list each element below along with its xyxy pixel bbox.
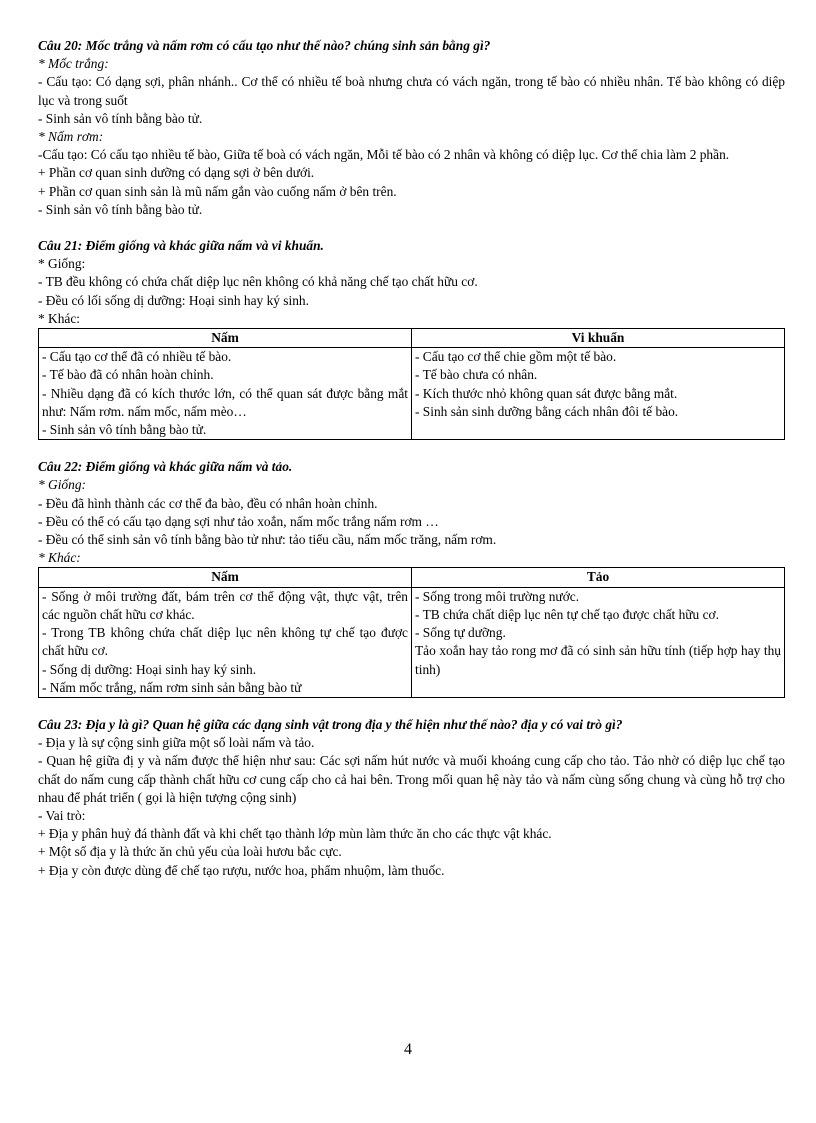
cell-line: - TB chứa chất diệp lục nên tự chế tạo được chất hữu cơ. bbox=[415, 606, 719, 622]
table-header: Tảo bbox=[412, 568, 785, 587]
q20-rom-line: + Phần cơ quan sinh sản là mũ nấm gắn vào cuống nấm ở bên trên. bbox=[38, 183, 397, 199]
q21-khac-heading: * Khác: bbox=[38, 310, 81, 326]
q20-rom-heading: * Nấm rơm: bbox=[38, 129, 104, 145]
table-cell-nam bbox=[39, 587, 412, 697]
q22-comparison-table bbox=[38, 567, 785, 697]
cell-line: - Cấu tạo cơ thể đã có nhiều tế bào. bbox=[42, 349, 232, 365]
table-header: Nấm bbox=[39, 568, 412, 587]
cell-line: - Sinh sản sinh dưỡng bằng cách nhân đôi tế bào. bbox=[415, 403, 679, 419]
q22-giong-heading: * Giống: bbox=[38, 477, 86, 493]
q20-rom-line: - Sinh sản vô tính bằng bào tử. bbox=[38, 201, 203, 217]
q21-giong-line: - Đều có lối sống dị dưỡng: Hoại sinh hay ký sinh. bbox=[38, 292, 309, 308]
table-cell-vi-khuan bbox=[412, 348, 785, 440]
q21-giong-line: - TB đều không có chứa chất diệp lục nên không có khả năng chế tạo chất hữu cơ. bbox=[38, 274, 478, 290]
q23-line: - Quan hệ giữa đị y và nấm được thể hiện như sau: Các sợi nấm hút nước và muối khoáng cung cấp cho tảo. Tảo nhờ có diệp lục chế tạo chất do nấm cung cấp thành chất hữu cơ cung cấp cho cả hai bên. Trong mối quan hệ này tảo và nấm cùng sống chung và cùng hỗ trợ cho nhau để phát triển ( gọi là hiện tượng cộng sinh) bbox=[38, 753, 785, 805]
cell-line: - Sống ở môi trường đất, bám trên cơ thể động vật, thực vật, trên các nguồn chất hữu cơ khác. bbox=[42, 588, 408, 622]
q23-line: + Địa y phân huỷ đá thành đất và khi chết tạo thành lớp mùn làm thức ăn cho các thực vật khác. bbox=[38, 826, 552, 842]
q22-giong-line: - Đều có thể có cấu tạo dạng sợi như tảo xoắn, nấm mốc trắng nấm rơm … bbox=[38, 513, 439, 529]
q23-title: Câu 23: Địa y là gì? Quan hệ giữa các dạng sinh vật trong địa y thể hiện như thế nào? địa y có vai trò gì? bbox=[38, 716, 623, 732]
q21-title: Câu 21: Điểm giống và khác giữa nấm và vi khuẩn. bbox=[38, 238, 324, 254]
q22-khac-heading: * Khác: bbox=[38, 550, 81, 566]
cell-line: - Cấu tạo cơ thể chie gồm một tế bào. bbox=[415, 349, 617, 365]
cell-line: - Kích thước nhỏ không quan sát được bằng mắt. bbox=[415, 385, 678, 401]
q22-giong-line: - Đều có thể sinh sản vô tính bằng bào tử như: tảo tiểu cầu, nấm mốc trăng, nấm rơm. bbox=[38, 532, 497, 548]
cell-line: - Sống dị dưỡng: Hoại sinh hay ký sinh. bbox=[42, 661, 257, 677]
q20-rom-line: -Cấu tạo: Có cấu tạo nhiều tế bào, Giữa tế boà có vách ngăn, Mỗi tế bào có 2 nhân và không có diệp lục. Cơ thể chia làm 2 phần. bbox=[38, 147, 730, 163]
cell-line: - Sống tự dưỡng. bbox=[415, 625, 506, 641]
cell-line: - Tế bào đã có nhân hoàn chỉnh. bbox=[42, 367, 214, 383]
cell-line: - Sống trong môi trường nước. bbox=[415, 588, 580, 604]
table-header: Vi khuẩn bbox=[412, 329, 785, 348]
q21-giong-heading: * Giống: bbox=[38, 256, 86, 272]
cell-line: - Nấm mốc trắng, nấm rơm sinh sản bằng bào tử bbox=[42, 679, 302, 695]
q22-giong-line: - Đều đã hình thành các cơ thể đa bào, đều có nhân hoàn chỉnh. bbox=[38, 495, 378, 511]
q20-moc-line: - Cấu tạo: Có dạng sợi, phân nhánh.. Cơ thể có nhiều tế boà nhưng chưa có vách ngăn, trong tế bào có nhiều nhân. Tế bào không có diệp lục và trong suốt bbox=[38, 74, 785, 108]
table-cell-tao bbox=[412, 587, 785, 697]
q20-moc-line: - Sinh sản vô tính bằng bào tử. bbox=[38, 110, 203, 126]
document-page bbox=[38, 37, 785, 880]
q23-line: + Một số địa y là thức ăn chủ yếu của loài hươu bắc cực. bbox=[38, 844, 342, 860]
table-header: Nấm bbox=[39, 329, 412, 348]
table-cell-nam bbox=[39, 348, 412, 440]
q23-line: - Vai trò: bbox=[38, 807, 86, 823]
cell-line: - Sinh sản vô tính bằng bào tử. bbox=[42, 422, 207, 438]
page-number: 4 bbox=[404, 1041, 412, 1058]
q23-line: + Địa y còn được dùng để chế tạo rượu, nước hoa, phẩm nhuộm, làm thuốc. bbox=[38, 862, 445, 878]
q20-moc-heading: * Mốc trắng: bbox=[38, 56, 109, 72]
q22-title: Câu 22: Điểm giống và khác giữa nấm và tảo. bbox=[38, 459, 293, 475]
cell-line: - Nhiều dạng đã có kích thước lớn, có thể quan sát được bằng mắt như: Nấm rơm. nấm mốc, nấm mèo… bbox=[42, 385, 408, 419]
q23-line: - Địa y là sự cộng sinh giữa một số loài nấm và tảo. bbox=[38, 735, 315, 751]
q21-comparison-table bbox=[38, 328, 785, 440]
cell-line: - Trong TB không chứa chất diệp lục nên không tự chế tạo được chất hữu cơ. bbox=[42, 625, 408, 659]
q20-title: Câu 20: Mốc trắng và nấm rơm có cấu tạo như thế nào? chúng sinh sản bằng gì? bbox=[38, 38, 491, 53]
cell-line: Tảo xoắn hay tảo rong mơ đã có sinh sản hữu tính (tiếp hợp hay thụ tinh) bbox=[415, 643, 781, 677]
cell-line: - Tế bào chưa có nhân. bbox=[415, 367, 538, 383]
q20-rom-line: + Phần cơ quan sinh dưỡng có dạng sợi ở bên dưới. bbox=[38, 165, 315, 181]
